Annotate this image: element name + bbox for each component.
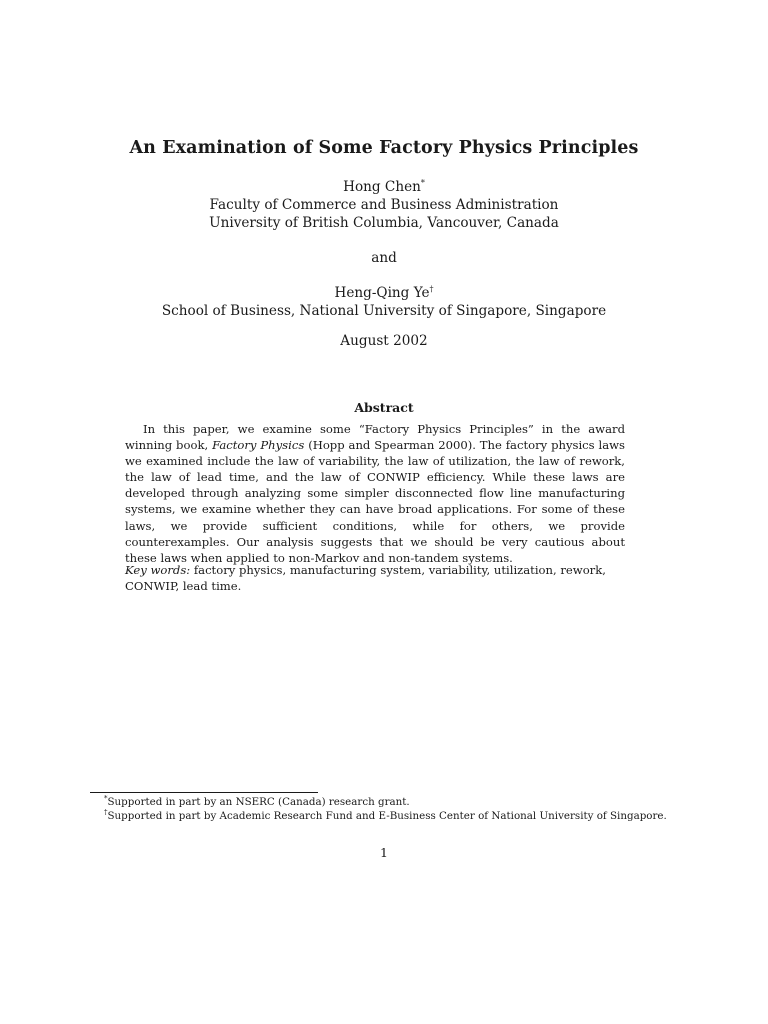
author-name bbox=[0, 179, 768, 196]
footnote-text: Supported in part by an NSERC (Canada) research grant. bbox=[107, 796, 410, 808]
footnote-mark: * bbox=[104, 794, 108, 803]
keywords bbox=[125, 562, 625, 594]
footnote bbox=[104, 810, 667, 823]
paper-title: An Examination of Some Factory Physics Principles bbox=[129, 138, 639, 158]
keywords-label: Key words: bbox=[125, 563, 191, 577]
author-affiliation: School of Business, National University of Singapore, Singapore bbox=[161, 303, 607, 319]
author-footnote-mark: * bbox=[420, 178, 425, 188]
footnote-text: Supported in part by Academic Research Fund and E-Business Center of National University of Singapore. bbox=[107, 810, 667, 822]
footnote-rule bbox=[90, 792, 318, 793]
author-footnote-mark: † bbox=[429, 284, 434, 294]
author-name bbox=[0, 285, 768, 302]
abstract-heading: Abstract bbox=[354, 400, 414, 415]
abstract-intro: In this paper, we examine some “Factory Physics Principles” in the award winning book, bbox=[125, 422, 625, 453]
author-conjunction: and bbox=[371, 250, 397, 266]
keywords-text: factory physics, manufacturing system, variability, utilization, rework, CONWIP, lead time. bbox=[125, 563, 606, 594]
paper-date: August 2002 bbox=[340, 333, 428, 349]
abstract-body bbox=[125, 421, 625, 566]
author-affiliation: Faculty of Commerce and Business Administration bbox=[209, 197, 559, 213]
author-affiliation: University of British Columbia, Vancouver, Canada bbox=[209, 215, 559, 231]
page-number: 1 bbox=[380, 845, 388, 860]
footnote-mark: † bbox=[104, 808, 108, 817]
author-name-text: Heng-Qing Ye bbox=[334, 285, 430, 301]
book-title: Factory Physics bbox=[212, 438, 305, 453]
author-name-text: Hong Chen bbox=[343, 179, 421, 195]
footnote bbox=[104, 796, 410, 809]
abstract-text: (Hopp and Spearman 2000). The factory physics laws we examined include the law of variability, the law of utilization, the law of rework, the law of lead time, and the law of CONWIP efficiency. While these laws are developed through analyzing some simpler disconnected flow line manufacturing systems, we examine whether they can have broad applications. For some of these laws, we provide sufficient conditions, while for others, we provide counterexamples. Our analysis suggests that we should be very cautious about these laws when applied to non-Markov and non-tandem systems. bbox=[125, 438, 626, 565]
